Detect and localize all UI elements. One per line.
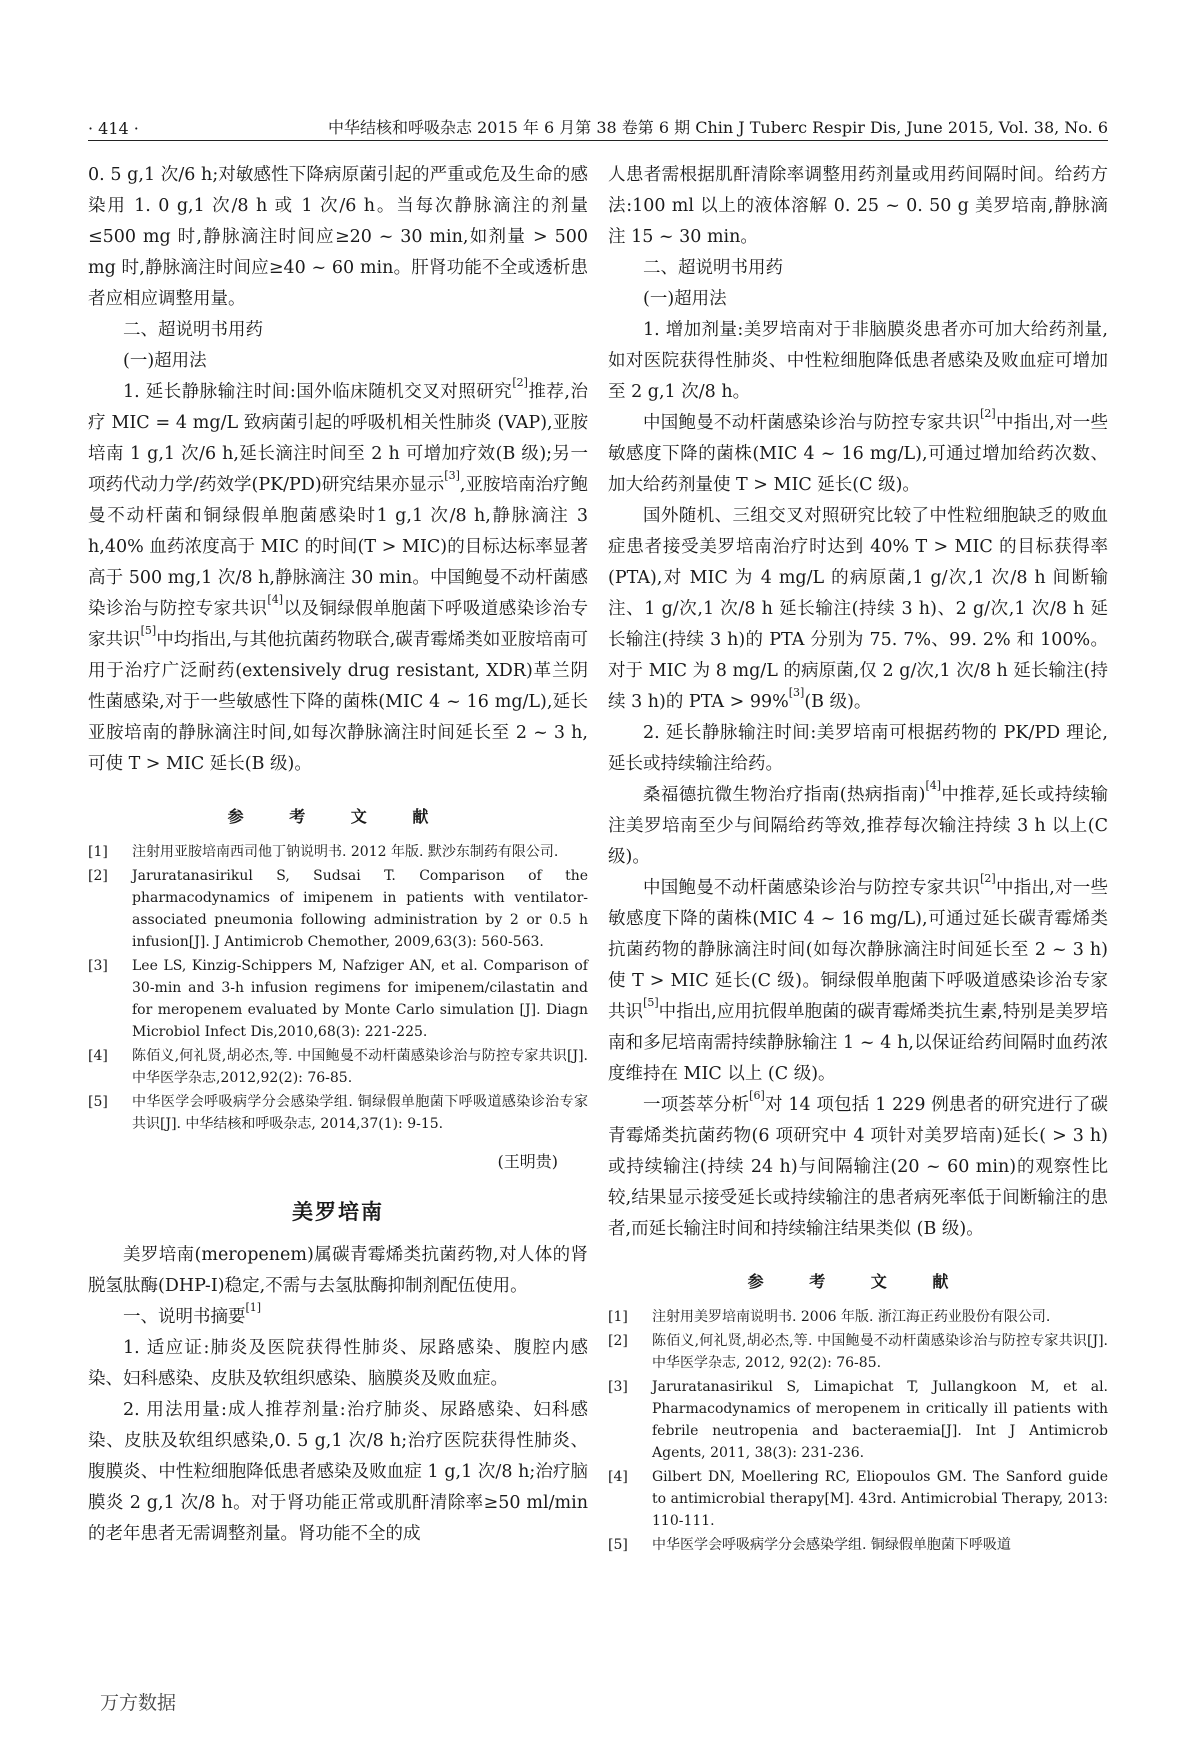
reference-item [88, 955, 588, 1043]
reference-number: [4] [608, 1469, 628, 1485]
reference-item [608, 1306, 1108, 1328]
paragraph: 1. 延长静脉输注时间:国外临床随机交叉对照研究[2]推荐,治疗 MIC = 4 mg/L 致病菌引起的呼吸机相关性肺炎 (VAP),亚胺培南 1 g,1 次/6 h,延长滴注时间至 2 h 可增加疗效(B 级);另一项药代动力学/药效学(PK/PD)研究结果亦显示[3],亚胺培南治疗鲍曼不动杆菌和铜绿假单胞菌感染时1 g,1 次/8 h,静脉滴注 3 h,40% 血药浓度高于 MIC 的时间(T > MIC)的目标达标率显著高于 500 mg,1 次/8 h,静脉滴注 30 min。中国鲍曼不动杆菌感染诊治与防控专家共识[4]以及铜绿假单胞菌下呼吸道感染诊治专家共识[5]中均指出,与其他抗菌药物联合,碳青霉烯类如亚胺培南可用于治疗广泛耐药(extensively drug resistant, XDR)革兰阴性菌感染,对于一些敏感性下降的菌株(MIC 4 ~ 16 mg/L),延长亚胺培南的静脉滴注时间,如每次静脉滴注时间延长至 2 ~ 3 h,可使 T > MIC 延长(B 级)。 [88, 376, 589, 774]
paragraph: 国外随机、三组交叉对照研究比较了中性粒细胞缺乏的败血症患者接受美罗培南治疗时达到 40% T > MIC 的目标获得率(PTA),对 MIC 为 4 mg/L 的病原菌,1 g/次,1 次/8 h 间断输注、1 g/次,1 次/8 h 延长输注(持续 3 h)、2 g/次,1 次/8 h 延长输注(持续 3 h)的 PTA 分别为 75. 7%、99. 2% 和 100%。对于 MIC 为 8 mg/L 的病原菌,仅 2 g/次,1 次/8 h 延长输注(持续 3 h)的 PTA > 99%[3](B 级)。 [608, 506, 1108, 712]
paragraph: 2. 延长静脉输注时间:美罗培南可根据药物的 PK/PD 理论,延长或持续输注给药。 [608, 723, 1108, 774]
reference-item [88, 1091, 588, 1135]
paragraph: 0. 5 g,1 次/6 h;对敏感性下降病原菌引起的严重或危及生命的感染用 1. 0 g,1 次/8 h 或 1 次/6 h。当每次静脉滴注的剂量≤500 mg 时,静脉滴注时间应≥20 ~ 30 min,如剂量 > 500 mg 时,静脉滴注时间应≥40 ~ 60 min。肝肾功能不全或透析患者应相应调整用量。 [88, 165, 588, 309]
header-rule [88, 140, 1108, 141]
subsection-heading: (一)超用法 [123, 351, 207, 371]
reference-text: 中华医学会呼吸病学分会感染学组. 铜绿假单胞菌下呼吸道 [652, 1537, 1011, 1553]
reference-number: [4] [88, 1048, 108, 1064]
reference-item [608, 1330, 1108, 1374]
reference-list [608, 1306, 1108, 1556]
reference-item [88, 1045, 588, 1089]
section-heading: 二、超说明书用药 [643, 258, 783, 278]
paragraph: 一项荟萃分析[6]对 14 项包括 1 229 例患者的研究进行了碳青霉烯类抗菌药物(6 项研究中 4 项针对美罗培南)延长( > 3 h)或持续输注(持续 24 h)与间隔输注(20 ~ 60 min)的观察性比较,结果显示接受延长或持续输注的患者病死率低于间断输注的患者,而延长输注时间和持续输注结果类似 (B 级)。 [608, 1089, 1109, 1239]
citation: [3] [444, 469, 460, 482]
watermark-logo: 万方数据 [100, 1692, 177, 1714]
paragraph: 中国鲍曼不动杆菌感染诊治与防控专家共识[2]中指出,对一些敏感度下降的菌株(MIC 4 ~ 16 mg/L),可通过增加给药次数、加大给药剂量使 T > MIC 延长(C 级)。 [608, 407, 1109, 495]
reference-number: [3] [608, 1379, 628, 1395]
reference-text: Lee LS, Kinzig-Schippers M, Nafziger AN, et al. Comparison of 30-min and 3-h infusion regimens for imipenem/cilastatin and for meropenem evaluated by Monte Carlo simulation [J]. Diagn Microbiol Infect Dis,2010,68(3): 221-225. [132, 958, 588, 1040]
citation: [5] [643, 996, 659, 1009]
reference-text: Jaruratanasirikul S, Limapichat T, Jullangkoon M, et al. Pharmacodynamics of meropenem in critically ill patients with febrile neutropenia and bacteraemia[J]. Int J Antimicrob Agents, 2011, 38(3): 231-236. [652, 1379, 1108, 1461]
paragraph: 1. 适应证:肺炎及医院获得性肺炎、尿路感染、腹腔内感染、妇科感染、皮肤及软组织感染、脑膜炎及败血症。 [88, 1338, 588, 1389]
paragraph: 桑福德抗微生物治疗指南(热病指南)[4]中推荐,延长或持续输注美罗培南至少与间隔给药等效,推荐每次输注持续 3 h 以上(C 级)。 [608, 779, 1109, 867]
section-heading: 一、说明书摘要[1] [123, 1301, 262, 1327]
reference-text: Gilbert DN, Moellering RC, Eliopoulos GM. The Sanford guide to antimicrobial therapy[M]. 43rd. Antimicrobial Therapy, 2013: 110-111. [652, 1469, 1108, 1529]
reference-item [608, 1534, 1108, 1556]
journal-citation: 中华结核和呼吸杂志 2015 年 6 月第 38 卷第 6 期 Chin J Tuberc Respir Dis, June 2015, Vol. 38, No. 6 [327, 118, 1108, 137]
reference-text: Jaruratanasirikul S, Sudsai T. Comparison of the pharmacodynamics of imipenem in patients with ventilator-associated pneumonia following administration by 2 or 0.5 h infusion[J]. J Antimicrob Chemother, 2009,63(3): 560-563. [132, 868, 588, 950]
reference-number: [5] [608, 1537, 628, 1553]
reference-item [88, 841, 588, 863]
reference-text: 陈佰义,何礼贤,胡必杰,等. 中国鲍曼不动杆菌感染诊治与防控专家共识[J]. 中华医学杂志,2012,92(2): 76-85. [132, 1048, 588, 1086]
citation: [1] [245, 1301, 262, 1314]
reference-number: [2] [88, 868, 108, 884]
reference-text: 陈佰义,何礼贤,胡必杰,等. 中国鲍曼不动杆菌感染诊治与防控专家共识[J]. 中华医学杂志, 2012, 92(2): 76-85. [652, 1333, 1108, 1371]
citation: [2] [980, 872, 996, 885]
reference-text: 注射用美罗培南说明书. 2006 年版. 浙江海正药业股份有限公司. [652, 1309, 1051, 1325]
author-signature: (王明贵) [497, 1152, 558, 1171]
reference-number: [5] [88, 1094, 108, 1110]
paragraph: 中国鲍曼不动杆菌感染诊治与防控专家共识[2]中指出,对一些敏感度下降的菌株(MIC 4 ~ 16 mg/L),可通过延长碳青霉烯类抗菌药物的静脉滴注时间(如每次静脉滴注时间延长至 2 ~ 3 h)使 T > MIC 延长(C 级)。铜绿假单胞菌下呼吸道感染诊治专家共识[5]中指出,应用抗假单胞菌的碳青霉烯类抗生素,特别是美罗培南和多尼培南需持续静脉输注 1 ~ 4 h,以保证给药间隔时血药浓度维持在 MIC 以上 (C 级)。 [608, 872, 1109, 1084]
references-heading: 参 考 文 献 [747, 1272, 969, 1291]
citation: [4] [267, 593, 284, 606]
citation: [2] [980, 407, 996, 420]
references-heading: 参 考 文 献 [227, 807, 449, 826]
paragraph: 1. 增加剂量:美罗培南对于非脑膜炎患者亦可加大给药剂量,如对医院获得性肺炎、中性粒细胞降低患者感染及败血症可增加至 2 g,1 次/8 h。 [608, 320, 1108, 402]
subsection-heading: (一)超用法 [643, 289, 727, 309]
citation: [5] [140, 624, 157, 637]
citation: [2] [512, 376, 528, 389]
drug-title: 美罗培南 [292, 1200, 384, 1224]
left-column [88, 160, 588, 1550]
reference-number: [2] [608, 1333, 628, 1349]
page-number: · 414 · [88, 119, 139, 138]
paragraph: 美罗培南(meropenem)属碳青霉烯类抗菌药物,对人体的肾脱氢肽酶(DHP-Ⅰ)稳定,不需与去氢肽酶抑制剂配伍使用。 [88, 1245, 588, 1296]
reference-item [608, 1466, 1108, 1532]
citation: [4] [925, 779, 942, 792]
paragraph: 2. 用法用量:成人推荐剂量:治疗肺炎、尿路感染、妇科感染、皮肤及软组织感染,0. 5 g,1 次/8 h;治疗医院获得性肺炎、腹膜炎、中性粒细胞降低患者感染及败血症 1 g,1 次/8 h;治疗脑膜炎 2 g,1 次/8 h。对于肾功能正常或肌酐清除率≥50 ml/min 的老年患者无需调整剂量。肾功能不全的成 [88, 1400, 588, 1544]
running-header [88, 112, 1108, 138]
section-heading: 二、超说明书用药 [123, 320, 263, 340]
reference-text: 注射用亚胺培南西司他丁钠说明书. 2012 年版. 默沙东制药有限公司. [132, 844, 559, 860]
reference-text: 中华医学会呼吸病学分会感染学组. 铜绿假单胞菌下呼吸道感染诊治专家共识[J]. 中华结核和呼吸杂志, 2014,37(1): 9-15. [132, 1094, 588, 1132]
reference-item [608, 1376, 1108, 1464]
reference-number: [1] [608, 1309, 628, 1325]
citation: [6] [749, 1089, 765, 1102]
reference-number: [3] [88, 958, 108, 974]
reference-list [88, 841, 588, 1135]
right-column [608, 160, 1108, 1558]
paragraph: 人患者需根据肌酐清除率调整用药剂量或用药间隔时间。给药方法:100 ml 以上的液体溶解 0. 25 ~ 0. 50 g 美罗培南,静脉滴注 15 ~ 30 min。 [608, 165, 1108, 247]
reference-item [88, 865, 588, 953]
citation: [3] [788, 686, 805, 699]
reference-number: [1] [88, 844, 108, 860]
